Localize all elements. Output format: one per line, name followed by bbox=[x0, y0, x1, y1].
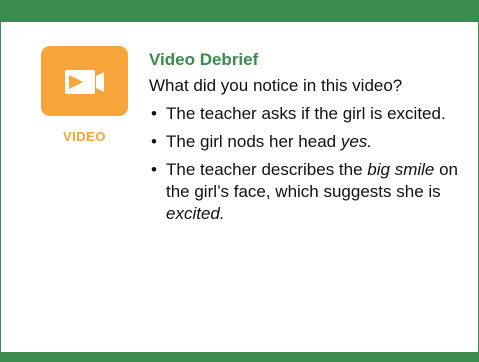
prompt-question: What did you notice in this video? bbox=[149, 76, 403, 95]
bottom-accent-bar bbox=[1, 352, 479, 361]
emphasis-text: big smile bbox=[367, 160, 435, 179]
video-badge bbox=[41, 46, 128, 116]
emphasis-text: excited. bbox=[166, 204, 225, 223]
bullet-text: on the girl’s face, which suggests she is bbox=[166, 160, 459, 201]
emphasis-text: yes. bbox=[340, 132, 373, 151]
video-camera-icon bbox=[41, 46, 128, 116]
bullet-text: The girl nods her head bbox=[166, 132, 341, 151]
bullet-text: The teacher describes the bbox=[166, 160, 368, 179]
list-item: • The teacher asks if the girl is excited. bbox=[151, 104, 446, 123]
bullet-text: The teacher asks if the girl is excited. bbox=[166, 104, 446, 123]
debrief-content bbox=[149, 49, 469, 231]
top-accent-bar bbox=[1, 1, 479, 22]
observation-list bbox=[149, 103, 469, 225]
list-item: • The teacher describes the big smile on the girl’s face, which suggests she is excited. bbox=[151, 160, 459, 223]
slide-title: Video Debrief bbox=[149, 50, 259, 69]
video-badge-label: VIDEO bbox=[63, 129, 106, 144]
list-item: • The girl nods her head yes. bbox=[151, 132, 373, 151]
